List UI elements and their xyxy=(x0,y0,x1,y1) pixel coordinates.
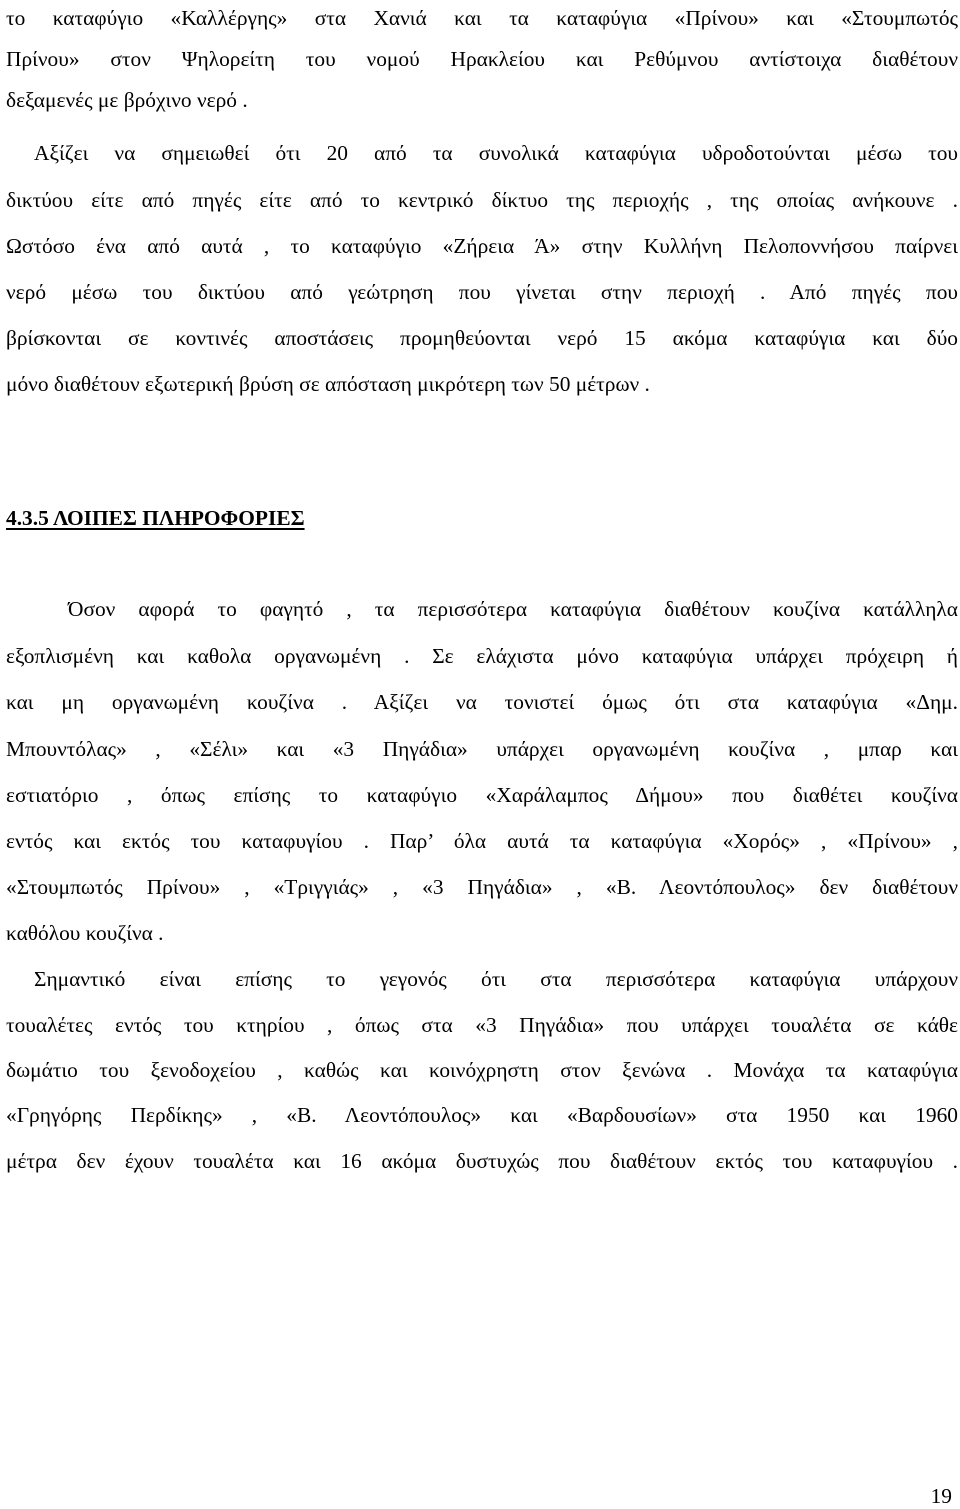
text-line: και μη οργανωμένη κουζίνα . Αξίζει να τονιστεί όμως ότι στα καταφύγια «Δημ. xyxy=(6,690,958,714)
text-line: μόνο διαθέτουν εξωτερική βρύση σε απόσταση μικρότερη των 50 μέτρων . xyxy=(6,372,650,396)
text-line: Αξίζει να σημειωθεί ότι 20 από τα συνολικά καταφύγια υδροδοτούνται μέσω του xyxy=(34,141,958,165)
text-line: μέτρα δεν έχουν τουαλέτα και 16 ακόμα δυστυχώς που διαθέτουν εκτός του καταφυγίου . xyxy=(6,1149,958,1173)
text-line: εντός και εκτός του καταφυγίου . Παρ’ όλα αυτά τα καταφύγια «Χορός» , «Πρίνου» , xyxy=(6,829,958,853)
text-line: Όσον αφορά το φαγητό , τα περισσότερα καταφύγια διαθέτουν κουζίνα κατάλληλα xyxy=(68,597,958,621)
text-line: Μπουντόλας» , «Σέλι» και «3 Πηγάδια» υπάρχει οργανωμένη κουζίνα , μπαρ και xyxy=(6,737,958,761)
text-line: δωμάτιο του ξενοδοχείου , καθώς και κοινόχρηστη στον ξενώνα . Μονάχα τα καταφύγια xyxy=(6,1058,958,1082)
text-line: Ωστόσο ένα από αυτά , το καταφύγιο «Ζήρεια Ά» στην Κυλλήνη Πελοποννήσου παίρνει xyxy=(6,234,958,258)
text-line: εστιατόριο , όπως επίσης το καταφύγιο «Χαράλαμπος Δήμου» που διαθέτει κουζίνα xyxy=(6,783,958,807)
text-line: «Γρηγόρης Περδίκης» , «Β. Λεοντόπουλος» και «Βαρδουσίων» στα 1950 και 1960 xyxy=(6,1103,958,1127)
text-line: το καταφύγιο «Καλλέργης» στα Χανιά και τα καταφύγια «Πρίνου» και «Στουμπωτός xyxy=(6,6,958,30)
text-line: νερό μέσω του δικτύου από γεώτρηση που γίνεται στην περιοχή . Από πηγές που xyxy=(6,280,958,304)
text-line: βρίσκονται σε κοντινές αποστάσεις προμηθεύονται νερό 15 ακόμα καταφύγια και δύο xyxy=(6,326,958,350)
page-number: 19 xyxy=(930,1484,952,1508)
text-line: τουαλέτες εντός του κτηρίου , όπως στα «3 Πηγάδια» που υπάρχει τουαλέτα σε κάθε xyxy=(6,1013,958,1037)
section-heading: 4.3.5 ΛΟΙΠΕΣ ΠΛΗΡΟΦΟΡΙΕΣ xyxy=(6,506,305,530)
text-line: εξοπλισμένη και καθολα οργανωμένη . Σε ελάχιστα μόνο καταφύγια υπάρχει πρόχειρη ή xyxy=(6,644,958,668)
text-line: Σημαντικό είναι επίσης το γεγονός ότι στα περισσότερα καταφύγια υπάρχουν xyxy=(34,967,958,991)
text-line: καθόλου κουζίνα . xyxy=(6,921,164,945)
text-line: Πρίνου» στον Ψηλορείτη του νομού Ηρακλείου και Ρεθύμνου αντίστοιχα διαθέτουν xyxy=(6,47,958,71)
text-line: δεξαμενές με βρόχινο νερό . xyxy=(6,88,248,112)
text-line: «Στουμπωτός Πρίνου» , «Τριγγιάς» , «3 Πηγάδια» , «Β. Λεοντόπουλος» δεν διαθέτουν xyxy=(6,875,958,899)
text-line: δικτύου είτε από πηγές είτε από το κεντρικό δίκτυο της περιοχής , της οποίας ανήκουνε . xyxy=(6,188,958,212)
